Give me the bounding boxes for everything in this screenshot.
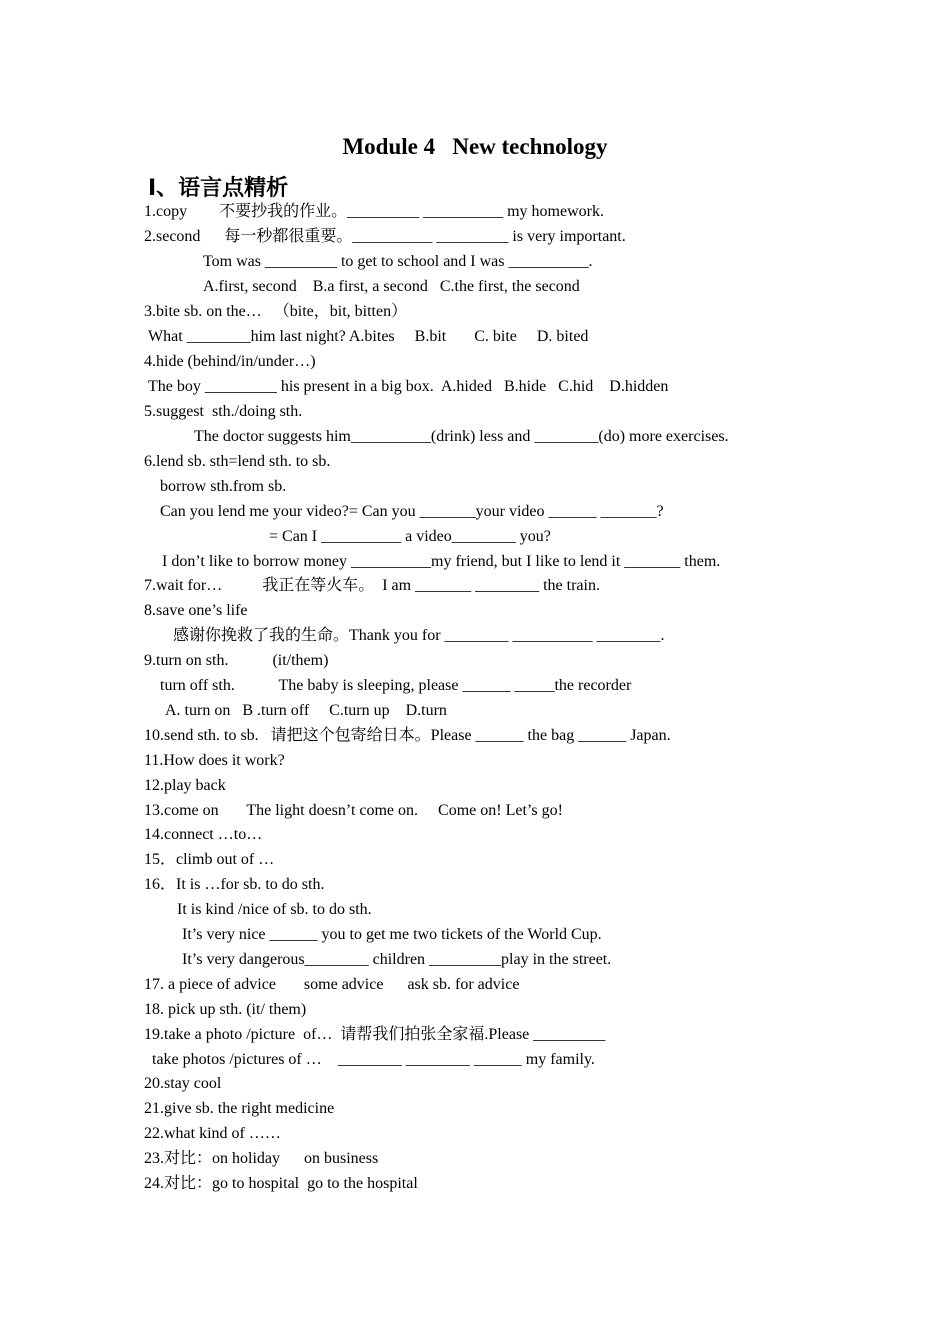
line-29: It is kind /nice of sb. to do sth. bbox=[177, 901, 372, 918]
line-28: 16．It is …for sb. to do sth. bbox=[144, 876, 325, 893]
line-14: = Can I __________ a video________ you? bbox=[269, 528, 551, 545]
line-35: take photos /pictures of … ________ ________ ______ my family. bbox=[152, 1051, 595, 1068]
line-9: 5.suggest sth./doing sth. bbox=[144, 403, 303, 420]
line-19: 9.turn on sth. (it/them) bbox=[144, 652, 329, 669]
line-31: It’s very dangerous________ children _________play in the street. bbox=[182, 951, 612, 968]
line-22: 10.send sth. to sb. 请把这个包寄给日本。Please ______ the bag ______ Japan. bbox=[144, 727, 671, 744]
line-32: 17. a piece of advice some advice ask sb. for advice bbox=[144, 976, 520, 993]
line-4: A.first, second B.a first, a second C.the first, the second bbox=[203, 278, 580, 295]
line-24: 12.play back bbox=[144, 777, 226, 794]
line-20: turn off sth. The baby is sleeping, please ______ _____the recorder bbox=[160, 677, 632, 694]
line-5: 3.bite sb. on the… （bite，bit, bitten） bbox=[144, 303, 408, 320]
line-6: What ________him last night? A.bites B.bit C. bite D. bited bbox=[148, 328, 589, 345]
line-12: borrow sth.from sb. bbox=[160, 478, 287, 495]
line-3: Tom was _________ to get to school and I was __________. bbox=[203, 253, 593, 270]
line-8: The boy _________ his present in a big box. A.hided B.hide C.hid D.hidden bbox=[148, 378, 669, 395]
line-7: 4.hide (behind/in/under…) bbox=[144, 353, 316, 370]
line-25: 13.come on The light doesn’t come on. Come on! Let’s go! bbox=[144, 802, 563, 819]
line-23: 11.How does it work? bbox=[144, 752, 285, 769]
line-18: 感谢你挽救了我的生命。Thank you for ________ __________ ________. bbox=[173, 627, 665, 644]
line-10: The doctor suggests him__________(drink) less and ________(do) more exercises. bbox=[194, 428, 729, 445]
line-1: 1.copy 不要抄我的作业。_________ __________ my homework. bbox=[144, 203, 604, 220]
line-16: 7.wait for… 我正在等火车。 I am _______ ________ the train. bbox=[144, 577, 600, 594]
page-title: Module 4 New technology bbox=[342, 134, 608, 159]
line-36: 20.stay cool bbox=[144, 1075, 222, 1092]
line-15: I don’t like to borrow money __________my friend, but I like to lend it _______ them. bbox=[162, 553, 721, 570]
line-21: A. turn on B .turn off C.turn up D.turn bbox=[165, 702, 447, 719]
line-27: 15．climb out of … bbox=[144, 851, 275, 868]
line-40: 24.对比：go to hospital go to the hospital bbox=[144, 1175, 418, 1192]
line-38: 22.what kind of …… bbox=[144, 1125, 281, 1142]
line-11: 6.lend sb. sth=lend sth. to sb. bbox=[144, 453, 331, 470]
line-33: 18. pick up sth. (it/ them) bbox=[144, 1001, 307, 1018]
line-13: Can you lend me your video?= Can you _______your video ______ _______? bbox=[160, 503, 664, 520]
line-30: It’s very nice ______ you to get me two tickets of the World Cup. bbox=[182, 926, 602, 943]
line-2: 2.second 每一秒都很重要。__________ _________ is very important. bbox=[144, 228, 626, 245]
line-26: 14.connect …to… bbox=[144, 826, 263, 843]
line-34: 19.take a photo /picture of… 请帮我们拍张全家福.Please _________ bbox=[144, 1026, 606, 1043]
line-39: 23.对比：on holiday on business bbox=[144, 1150, 379, 1167]
line-37: 21.give sb. the right medicine bbox=[144, 1100, 335, 1117]
line-17: 8.save one’s life bbox=[144, 602, 248, 619]
section-heading: Ⅰ、语言点精析 bbox=[148, 176, 289, 201]
